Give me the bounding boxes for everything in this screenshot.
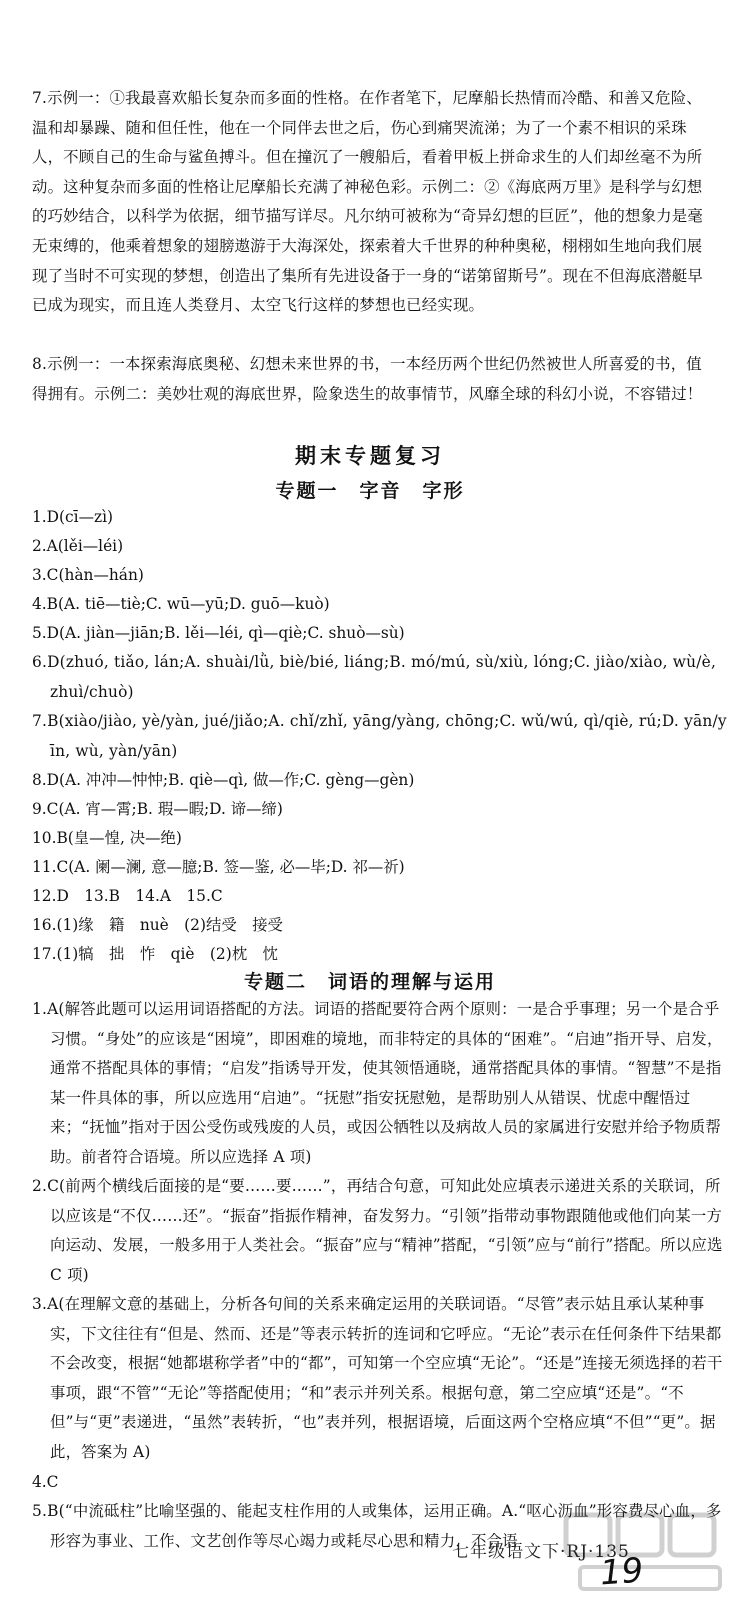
section1-title: 专题一 字音 字形	[275, 480, 465, 502]
section1-item: 11.C(A. 阑—澜, 意—臆;B. 签—鉴, 必—毕;D. 祁—祈)	[32, 858, 405, 876]
section1-item: 6.D(zhuó, tiǎo, lán;A. shuài/lǜ, biè/bié, liáng;B. mó/mú, sù/xiù, lóng;C. jiào/xiào, wù/è, zhuì/chuò)	[32, 653, 717, 701]
section1-item: 17.(1)犒 拙 怍 qiè (2)枕 忱	[32, 945, 278, 963]
page-footer: 七年级语文下·RJ·135	[452, 1542, 630, 1562]
section2-item: 5.B(“中流砥柱”比喻坚强的、能起支柱作用的人或集体，运用正确。A.“呕心沥血”形容费尽心血，多形容为事业、工作、文艺创作等尽心竭力或耗尽心思和精力，不合语	[32, 1502, 722, 1550]
section1-item: 5.D(A. jiàn—jiān;B. lěi—léi, qì—qiè;C. shuò—sù)	[32, 624, 405, 642]
answer-8-paragraph: 8.示例一：一本探索海底奥秘、幻想未来世界的书，一本经历两个世纪仍然被世人所喜爱的书，值得拥有。示例二：美妙壮观的海底世界，险象迭生的故事情节，风靡全球的科幻小说，不容错过！	[32, 355, 703, 403]
section2-item: 1.A(解答此题可以运用词语搭配的方法。词语的搭配要符合两个原则：一是合乎事理；另一个是合乎习惯。“身处”的应该是“困境”，即困难的境地，而非特定的具体的“困难”。“启迪”指开导、启发，通常不搭配具体的事情；“启发”指诱导开发，使其领悟通晓，通常搭配具体的事情。“智慧”不是指某一件具体的事，所以应选用“启迪”。“抚慰”指安抚慰勉，是帮助别人从错误、忧虑中醒悟过来；“抚恤”指对于因公受伤或残废的人员，或因公牺牲以及病故人员的家属进行安慰并给予物质帮助。前者符合语境。所以应选择 A 项)	[32, 1000, 723, 1166]
section2-title: 专题二 词语的理解与运用	[243, 971, 496, 993]
section1-item: 10.B(皇—惶, 决—绝)	[32, 829, 182, 847]
section2-item: 2.C(前两个横线后面接的是“要……要……”，再结合句意，可知此处应填表示递进关系的关联词，所以应该是“不仅……还”。“振奋”指振作精神，奋发努力。“引领”指带动事物跟随他或他们向某一方向运动、发展，一般多用于人类社会。“振奋”应与“精神”搭配，“引领”应与“前行”搭配。所以应选 C 项)	[32, 1177, 723, 1284]
section1-item: 8.D(A. 冲冲—忡忡;B. qiè—qì, 做—作;C. gèng—gèn)	[32, 771, 415, 789]
section1-item: 16.(1)缘 籍 nuè (2)结受 接受	[32, 916, 283, 934]
section1-item: 12.D 13.B 14.A 15.C	[32, 887, 223, 905]
handwritten-page-number: 19	[598, 1550, 645, 1594]
section2-item: 3.A(在理解文意的基础上，分析各句间的关系来确定运用的关联词语。“尽管”表示姑且承认某种事实，下文往往有“但是、然而、还是”等表示转折的连词和它呼应。“无论”表示在任何条件下结果都不会改变，根据“她都堪称学者”中的“都”，可知第一个空应填“无论”。“还是”连接无须选择的若干事项，跟“不管”“无论”等搭配使用；“和”表示并列关系。根据句意，第二空应填“还是”。“不但”与“更”表递进，“虽然”表转折，“也”表并列，根据语境，后面这两个空格应填“不但”“更”。据此，答案为 A)	[32, 1295, 723, 1461]
section1-item: 4.B(A. tiē—tiè;C. wū—yū;D. guō—kuò)	[32, 595, 330, 613]
section1-item: 2.A(lěi—léi)	[32, 537, 124, 555]
section2-item: 4.C	[32, 1473, 59, 1491]
answer-7-paragraph: 7.示例一：①我最喜欢船长复杂而多面的性格。在作者笔下，尼摩船长热情而冷酷、和善又危险、温和却暴躁、随和但任性，他在一个同伴去世之后，伤心到痛哭流涕；为了一个素不相识的采珠人，不顾自己的生命与鲨鱼搏斗。但在撞沉了一艘船后，看着甲板上拼命求生的人们却丝毫不为所动。这种复杂而多面的性格让尼摩船长充满了神秘色彩。示例二：②《海底两万里》是科学与幻想的巧妙结合，以科学为依据，细节描写详尽。凡尔纳可被称为“奇异幻想的巨匠”，他的想象力是毫无束缚的，他乘着想象的翅膀遨游于大海深处，探索着大千世界的种种奥秘，栩栩如生地向我们展现了当时不可实现的梦想，创造出了集所有先进设备于一身的“诺第留斯号”。现在不但海底潜艇早已成为现实，而且连人类登月、太空飞行这样的梦想也已经实现。	[32, 89, 703, 315]
section1-item: 3.C(hàn—hán)	[32, 566, 144, 584]
main-title: 期末专题复习	[295, 444, 445, 468]
watermark-logo-icon	[560, 1505, 740, 1600]
section1-item: 1.D(cī—zì)	[32, 508, 113, 526]
section1-item: 7.B(xiào/jiào, yè/yàn, jué/jiǎo;A. chǐ/zhǐ, yāng/yàng, chōng;C. wǔ/wú, qì/qiè, rú;D. yān/yīn, wù, yàn/yān)	[32, 712, 727, 760]
section1-item: 9.C(A. 宵—霄;B. 瑕—暇;D. 谛—缔)	[32, 800, 283, 818]
